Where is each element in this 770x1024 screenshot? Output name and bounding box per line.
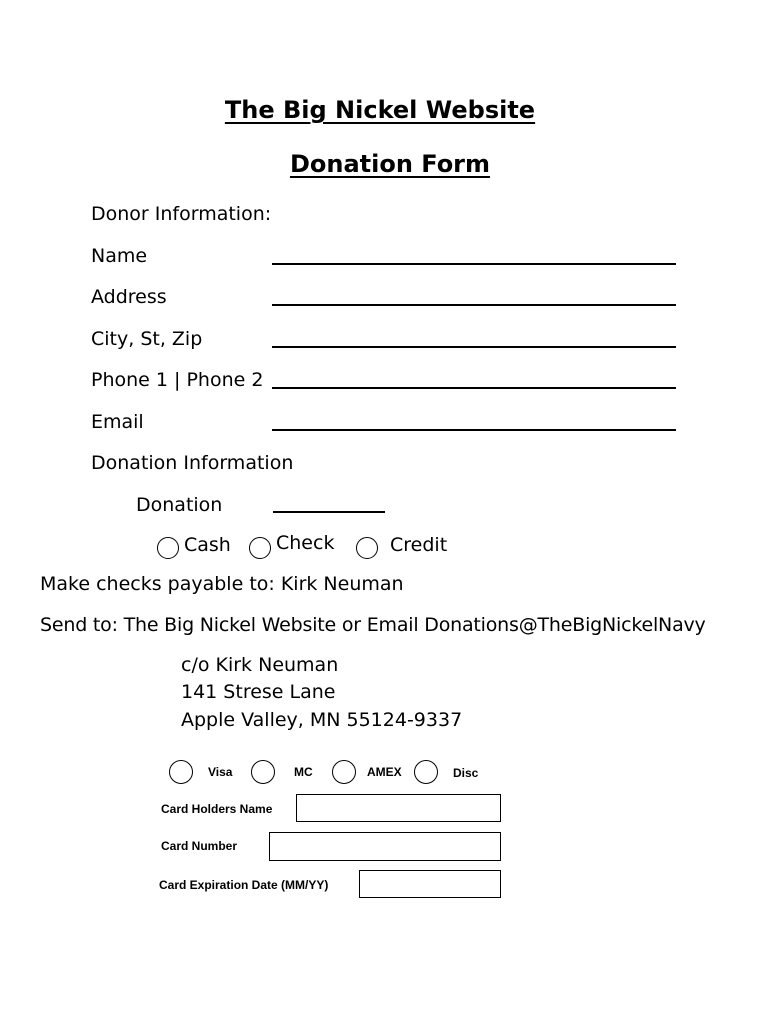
card-holder-input[interactable] (296, 794, 501, 822)
donor-info-heading: Donor Information: (91, 203, 272, 225)
visa-radio[interactable] (169, 760, 193, 784)
donation-info-heading: Donation Information (91, 452, 294, 474)
amex-radio[interactable] (332, 760, 356, 784)
send-to-text: Send to: The Big Nickel Website or Email Donations@TheBigNickelNavy (40, 614, 706, 636)
name-label: Name (91, 245, 148, 267)
card-expiration-label: Card Expiration Date (MM/YY) (159, 878, 329, 892)
cash-label: Cash (184, 534, 231, 556)
credit-radio[interactable] (356, 537, 378, 559)
card-number-label: Card Number (161, 839, 238, 853)
form-subtitle: Donation Form (289, 150, 491, 178)
phone-field[interactable] (272, 387, 676, 389)
email-field[interactable] (272, 429, 676, 431)
amex-label: AMEX (367, 765, 402, 779)
disc-radio[interactable] (414, 760, 438, 784)
form-title: The Big Nickel Website (224, 96, 536, 124)
city-field[interactable] (272, 346, 676, 348)
check-radio[interactable] (249, 537, 271, 559)
name-field[interactable] (272, 263, 676, 265)
address-line-2: 141 Strese Lane (181, 681, 336, 703)
email-label: Email (91, 411, 144, 433)
donation-amount-label: Donation (136, 494, 223, 516)
address-field[interactable] (272, 304, 676, 306)
mc-label: MC (294, 765, 313, 779)
card-holder-label: Card Holders Name (161, 802, 273, 816)
city-label: City, St, Zip (91, 328, 203, 350)
card-number-input[interactable] (269, 832, 501, 861)
payable-text: Make checks payable to: Kirk Neuman (40, 573, 404, 595)
address-label: Address (91, 286, 167, 308)
phone-label: Phone 1 | Phone 2 (91, 369, 264, 391)
donation-amount-field[interactable] (273, 511, 385, 513)
cash-radio[interactable] (157, 537, 179, 559)
address-line-3: Apple Valley, MN 55124-9337 (181, 709, 463, 731)
disc-label: Disc (453, 766, 479, 780)
card-expiration-input[interactable] (359, 870, 501, 898)
credit-label: Credit (390, 534, 448, 556)
visa-label: Visa (208, 765, 233, 779)
check-label: Check (276, 532, 335, 554)
mc-radio[interactable] (251, 760, 275, 784)
address-line-1: c/o Kirk Neuman (181, 654, 339, 676)
